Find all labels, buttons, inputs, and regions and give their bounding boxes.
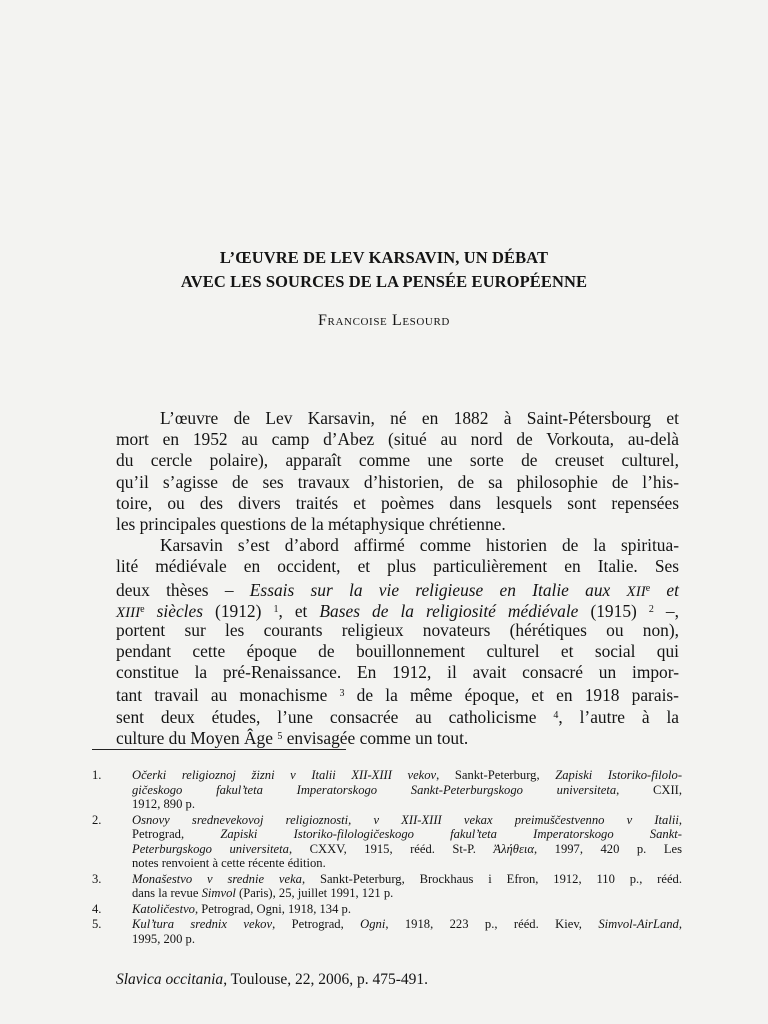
- article-body: [116, 408, 679, 747]
- author-name: Francoise Lesourd: [318, 312, 450, 329]
- text-run: Kul’tura srednix vekov: [132, 917, 273, 932]
- body-line: L’œuvre de Lev Karsavin, né en 1882 à Saint-Pétersbourg et: [160, 408, 679, 428]
- journal-name: Slavica occitania: [116, 971, 224, 988]
- text-run: , 1918, 223 p., rééd. Kiev,: [385, 917, 582, 932]
- body-line: du cercle polaire), apparaît comme une sorte de creuset culturel,: [116, 450, 679, 471]
- text-run: Simvol-AirLand: [598, 917, 679, 932]
- footnote-1: [92, 768, 682, 812]
- body-line: qu’il s’agisse de ses travaux d’historien, de sa philosophie de l’his-: [116, 471, 679, 492]
- text-run: , Petrograd, Ogni, 1918, 134 p.: [194, 901, 351, 916]
- body-line: constitue la pré-Renaissance. En 1912, il avait consacré un impor-: [116, 662, 679, 683]
- title-line-1: L’ŒUVRE DE LEV KARSAVIN, UN DÉBAT: [219, 248, 549, 267]
- footnote-line: [132, 783, 682, 798]
- text-run: Zapiski Istoriko-filolo-: [555, 768, 683, 782]
- footnote-number: 2.: [92, 812, 102, 827]
- text-run: Peterburgskogo universiteta: [132, 841, 289, 856]
- footnote-line: [132, 917, 682, 932]
- text-run: (1915): [590, 600, 637, 621]
- text-run: culture du Moyen Âge: [116, 727, 273, 748]
- century-numeral: XIII: [116, 604, 141, 621]
- text-run: dans la revue: [132, 886, 199, 901]
- body-line: [116, 578, 679, 599]
- text-run: Petrograd,: [132, 827, 185, 842]
- body-line: [116, 599, 679, 620]
- footnote-number: 5.: [92, 917, 102, 932]
- text-run: Ogni: [360, 917, 386, 932]
- thesis-title-1-cont: siècles: [156, 600, 203, 621]
- footnote-4: [92, 902, 682, 917]
- footnote-line: notes renvoient à cette récente édition.: [132, 856, 326, 871]
- text-run: , l’autre à la: [558, 706, 679, 727]
- body-line: [116, 705, 679, 726]
- footnote-number: 3.: [92, 871, 102, 886]
- text-run: (1912): [215, 600, 262, 621]
- footnote-ref-2: 2: [648, 603, 654, 615]
- text-run: Očerki religioznoj žizni v Italii XII-XIII vekov: [132, 768, 437, 782]
- footnote-line: [132, 902, 682, 917]
- footnote-line: [132, 842, 682, 857]
- text-run: de la même époque, et en 1918 parais-: [356, 685, 679, 706]
- footnote-number: 1.: [92, 768, 102, 782]
- text-run: ,: [678, 812, 682, 827]
- footnote-number: 4.: [92, 901, 102, 916]
- footnote-2: [92, 813, 682, 871]
- superscript: e: [645, 582, 651, 594]
- body-line: [116, 726, 679, 747]
- footnote-5: [92, 917, 682, 946]
- citation-details: , Toulouse, 22, 2006, p. 475-491.: [223, 971, 429, 988]
- body-line: Karsavin s’est d’abord affirmé comme historien de la spiritua-: [160, 535, 679, 556]
- body-line: pendant cette époque de bouillonnement culturel et social qui: [116, 641, 679, 662]
- footnote-ref-3: 3: [339, 688, 345, 700]
- text-run: Simvol: [201, 886, 236, 901]
- body-line: mort en 1952 au camp d’Abez (situé au nord de Vorkouta, au-delà: [116, 429, 679, 450]
- text-run: tant travail au monachisme: [116, 685, 328, 706]
- century-numeral: XII: [626, 583, 646, 600]
- article-title: [0, 246, 768, 294]
- body-line: les principales questions de la métaphysique chrétienne.: [116, 513, 506, 534]
- footnote-ref-1: 1: [273, 603, 279, 615]
- footnote-line: 1912, 890 p.: [132, 797, 195, 812]
- text-run: , Sankt-Peterburg,: [436, 768, 540, 782]
- footnote-separator: [92, 749, 346, 750]
- superscript: e: [140, 603, 145, 615]
- footnote-ref-5: 5: [277, 730, 283, 742]
- text-run: , et: [278, 600, 308, 621]
- body-line: [116, 683, 679, 704]
- journal-citation: [116, 971, 428, 989]
- footnote-3: [92, 872, 682, 901]
- text-run: , Sankt-Peterburg, Brockhaus i Efron, 1912, 110 p., rééd.: [301, 871, 683, 886]
- title-line-2: AVEC LES SOURCES DE LA PENSÉE EUROPÉENNE: [180, 272, 588, 291]
- text-run: gičeskogo fakul’teta Imperatorskogo Sankt-Peterburgskogo universiteta: [132, 782, 617, 797]
- text-run: Osnovy srednevekovoj religioznosti, v XII-XIII vekax preimuščestvenno v Italii: [132, 812, 679, 827]
- text-run: Katoličestvo: [132, 901, 195, 916]
- footnote-line: [132, 768, 682, 783]
- footnote-line: [132, 872, 682, 887]
- body-line: portent sur les courants religieux novateurs (hérétiques ou non),: [116, 619, 679, 640]
- text-run: , CXII,: [616, 782, 683, 797]
- footnote-line: [132, 813, 682, 828]
- text-run: , 1997, 420 p. Les: [534, 841, 682, 856]
- text-run: , Petrograd,: [272, 917, 344, 932]
- thesis-title-2: Bases de la religiosité médiévale: [319, 600, 579, 621]
- thesis-title-1-end: et: [666, 579, 679, 600]
- text-run: deux thèses –: [116, 579, 234, 600]
- text-run: envisagée comme un tout.: [286, 727, 469, 748]
- footnote-line: 1995, 200 p.: [132, 931, 195, 946]
- text-run: sent deux études, l’une consacrée au catholicisme: [116, 706, 537, 727]
- footnote-line: [132, 827, 682, 842]
- text-run: Ἀλήθεια: [493, 841, 535, 856]
- footnote-ref-4: 4: [553, 709, 559, 721]
- text-run: Monašestvo v srednie veka: [132, 871, 302, 886]
- footnote-line: [132, 886, 682, 901]
- text-run: ,: [678, 917, 682, 932]
- body-line: lité médiévale en occident, et plus particulièrement en Italie. Ses: [116, 556, 679, 577]
- text-run: (Paris), 25, juillet 1991, 121 p.: [239, 886, 394, 901]
- text-run: –,: [665, 600, 679, 621]
- text-run: , CXXV, 1915, rééd. St-P.: [288, 841, 476, 856]
- footnotes: [92, 768, 682, 947]
- text-run: Zapiski Istoriko-filologičeskogo fakul’teta Imperatorskogo Sankt-: [220, 827, 682, 842]
- body-line: toire, ou des divers traités et poèmes dans lesquels sont repensées: [116, 492, 679, 513]
- thesis-title-1: Essais sur la vie religieuse en Italie aux: [249, 579, 611, 600]
